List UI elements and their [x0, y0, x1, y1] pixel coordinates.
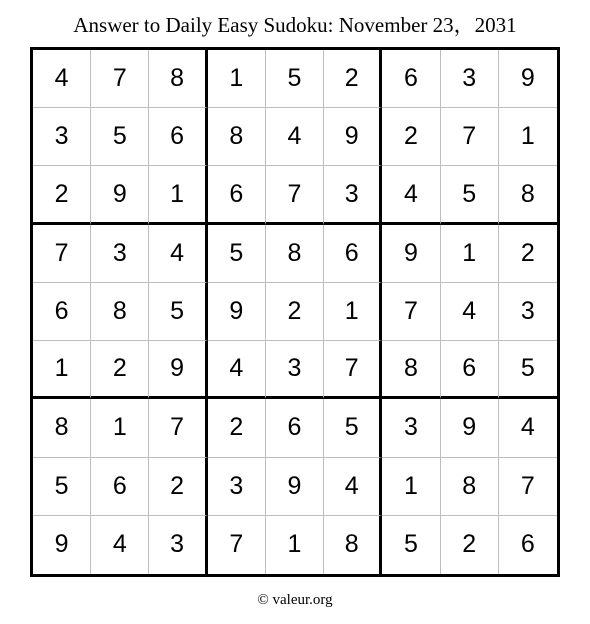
- sudoku-cell: 6: [382, 50, 440, 108]
- sudoku-cell: 8: [441, 458, 499, 516]
- sudoku-cell: 5: [441, 166, 499, 224]
- sudoku-cell: 6: [91, 458, 149, 516]
- sudoku-board: [30, 47, 560, 577]
- sudoku-cell: 3: [33, 108, 91, 166]
- sudoku-cell: 2: [208, 399, 266, 457]
- sudoku-cell: 3: [208, 458, 266, 516]
- sudoku-cell: 7: [208, 516, 266, 574]
- sudoku-cell: 8: [382, 341, 440, 399]
- sudoku-cell: 3: [324, 166, 382, 224]
- sudoku-cell: 8: [149, 50, 207, 108]
- copyright-footer: © valeur.org: [257, 592, 333, 608]
- sudoku-cell: 2: [266, 283, 324, 341]
- sudoku-cell: 2: [91, 341, 149, 399]
- sudoku-cell: 3: [266, 341, 324, 399]
- sudoku-cell: 9: [208, 283, 266, 341]
- sudoku-cell: 5: [324, 399, 382, 457]
- sudoku-cell: 3: [441, 50, 499, 108]
- sudoku-cell: 6: [149, 108, 207, 166]
- sudoku-cell: 4: [91, 516, 149, 574]
- sudoku-cell: 1: [441, 225, 499, 283]
- sudoku-cell: 2: [149, 458, 207, 516]
- sudoku-cell: 9: [33, 516, 91, 574]
- sudoku-cell: 5: [208, 225, 266, 283]
- sudoku-cell: 3: [91, 225, 149, 283]
- sudoku-cell: 1: [499, 108, 557, 166]
- sudoku-cell: 9: [499, 50, 557, 108]
- sudoku-cell: 7: [324, 341, 382, 399]
- sudoku-cell: 9: [441, 399, 499, 457]
- sudoku-cell: 8: [91, 283, 149, 341]
- sudoku-cell: 8: [33, 399, 91, 457]
- sudoku-cell: 5: [266, 50, 324, 108]
- sudoku-cell: 6: [324, 225, 382, 283]
- sudoku-cell: 1: [33, 341, 91, 399]
- sudoku-cell: 7: [33, 225, 91, 283]
- sudoku-cell: 1: [382, 458, 440, 516]
- sudoku-cell: 5: [499, 341, 557, 399]
- sudoku-cell: 4: [266, 108, 324, 166]
- sudoku-cell: 4: [33, 50, 91, 108]
- sudoku-cell: 9: [91, 166, 149, 224]
- sudoku-cell: 7: [382, 283, 440, 341]
- sudoku-cell: 2: [382, 108, 440, 166]
- sudoku-cell: 4: [499, 399, 557, 457]
- sudoku-cell: 8: [208, 108, 266, 166]
- sudoku-cell: 8: [499, 166, 557, 224]
- sudoku-cell: 7: [91, 50, 149, 108]
- sudoku-cell: 9: [266, 458, 324, 516]
- sudoku-cell: 1: [324, 283, 382, 341]
- sudoku-cell: 2: [441, 516, 499, 574]
- sudoku-cell: 1: [149, 166, 207, 224]
- sudoku-cell: 5: [382, 516, 440, 574]
- sudoku-cell: 1: [91, 399, 149, 457]
- sudoku-cell: 7: [499, 458, 557, 516]
- sudoku-cell: 9: [382, 225, 440, 283]
- sudoku-cell: 6: [266, 399, 324, 457]
- sudoku-cell: 6: [441, 341, 499, 399]
- sudoku-cell: 4: [324, 458, 382, 516]
- sudoku-cell: 9: [324, 108, 382, 166]
- sudoku-cell: 3: [149, 516, 207, 574]
- sudoku-cell: 5: [91, 108, 149, 166]
- sudoku-cell: 2: [33, 166, 91, 224]
- sudoku-cell: 4: [382, 166, 440, 224]
- sudoku-cell: 4: [208, 341, 266, 399]
- sudoku-cell: 9: [149, 341, 207, 399]
- sudoku-cell: 7: [266, 166, 324, 224]
- sudoku-cell: 3: [382, 399, 440, 457]
- sudoku-cell: 6: [33, 283, 91, 341]
- sudoku-cell: 5: [33, 458, 91, 516]
- sudoku-cell: 1: [266, 516, 324, 574]
- sudoku-cell: 3: [499, 283, 557, 341]
- sudoku-cell: 5: [149, 283, 207, 341]
- sudoku-cell: 6: [208, 166, 266, 224]
- sudoku-cell: 4: [149, 225, 207, 283]
- sudoku-cell: 7: [149, 399, 207, 457]
- sudoku-cell: 2: [499, 225, 557, 283]
- sudoku-cell: 7: [441, 108, 499, 166]
- sudoku-cell: 1: [208, 50, 266, 108]
- sudoku-cell: 8: [266, 225, 324, 283]
- sudoku-cell: 2: [324, 50, 382, 108]
- page-title: Answer to Daily Easy Sudoku: November 23，2031: [73, 13, 517, 37]
- sudoku-cell: 6: [520, 530, 535, 559]
- sudoku-cell: 8: [324, 516, 382, 574]
- sudoku-cell: 4: [441, 283, 499, 341]
